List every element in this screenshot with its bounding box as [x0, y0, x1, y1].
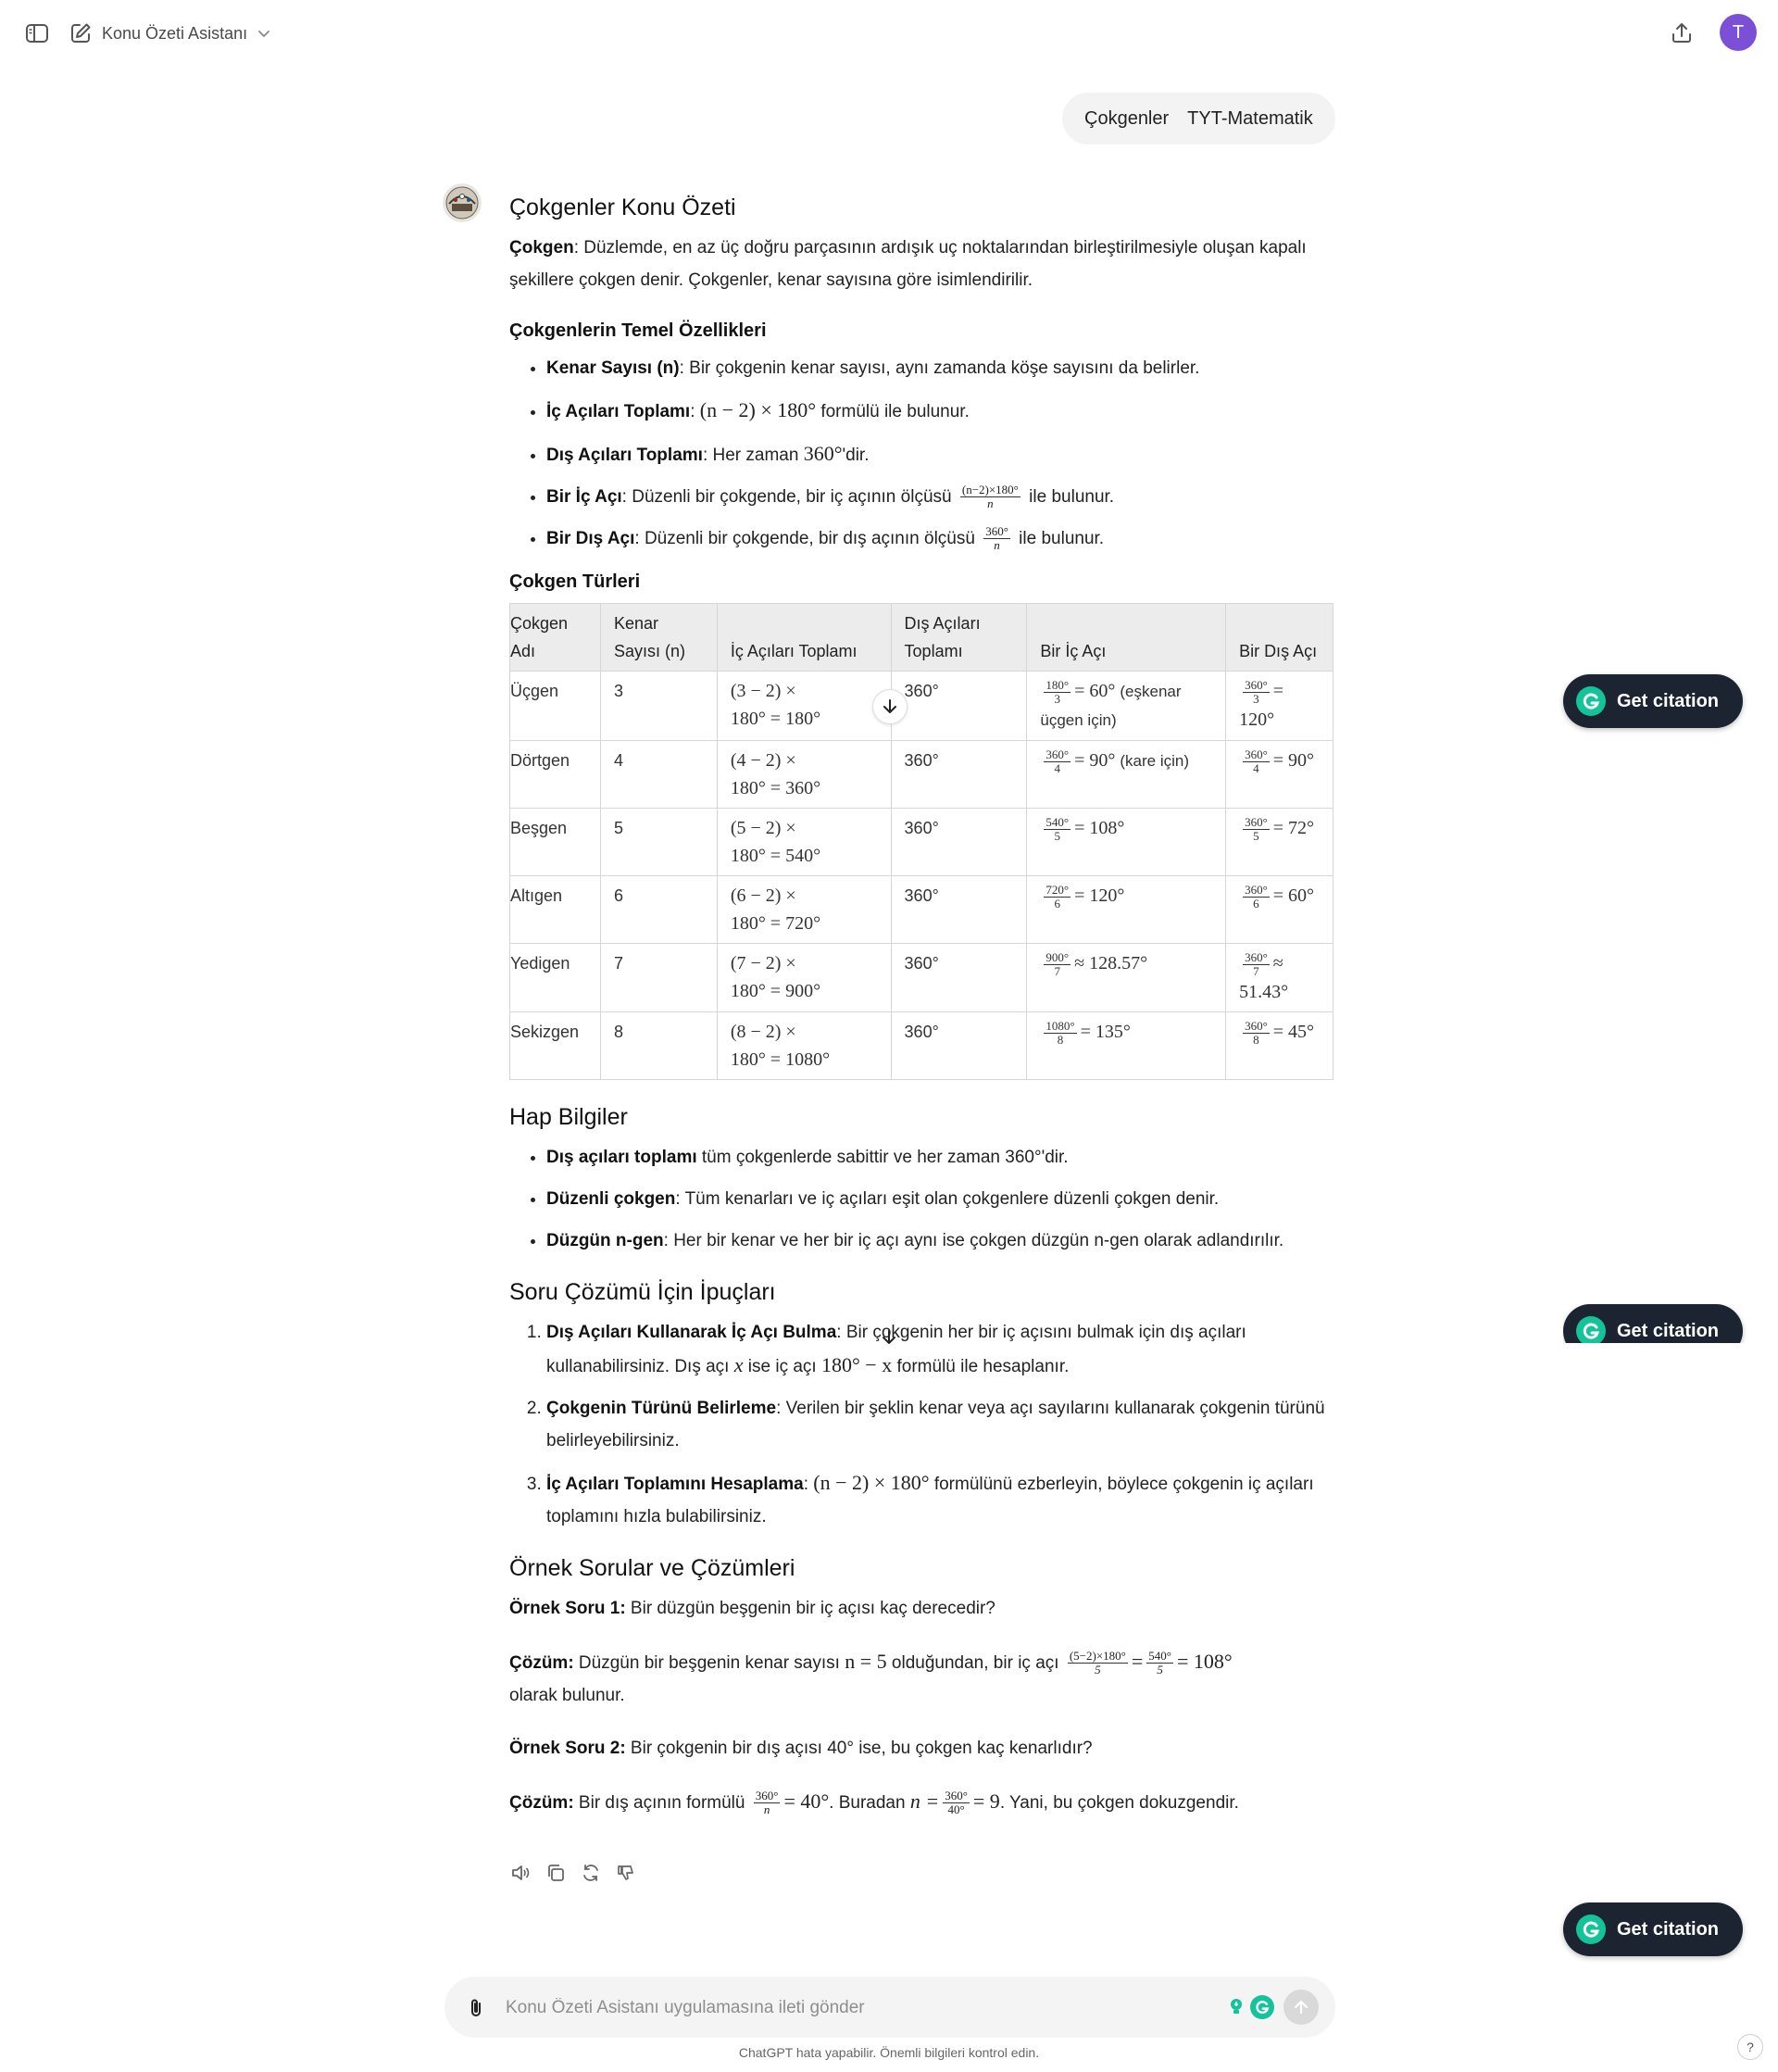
assistant-logo-icon: [443, 183, 482, 222]
exterior-sum: 360°: [891, 1011, 1027, 1079]
exterior-sum: 360°: [891, 876, 1027, 944]
message-input[interactable]: [504, 1990, 1211, 2027]
list-item: • İç Açıları Toplamı: (n − 2) × 180° formülü ile bulunur.: [546, 394, 1334, 428]
tips-heading: Soru Çözümü İçin İpuçları: [509, 1278, 776, 1305]
interior-angle: $\frac{360^\circ}{4}$ = 90° (kare için): [1027, 741, 1226, 809]
polygon-name: Üçgen: [510, 672, 601, 741]
arrow-down-icon: [882, 698, 898, 715]
side-count: 4: [600, 741, 717, 809]
exterior-sum: 360°: [891, 944, 1027, 1012]
send-button[interactable]: [1283, 1990, 1319, 2025]
list-item: 2. Çokgenin Türünü Belirleme: Verilen bir şeklin kenar veya açı sayılarını kullanarak çokgenin türünü belirleyebilirsiniz.: [546, 1392, 1334, 1457]
arrow-down-icon: [881, 1329, 897, 1346]
exterior-angle: $\frac{360^\circ}{5}$ = 72°: [1226, 809, 1334, 876]
message-actions: [509, 1862, 637, 1884]
regenerate-button[interactable]: [580, 1862, 602, 1884]
disclaimer: ChatGPT hata yapabilir. Önemli bilgileri kontrol edin.: [738, 2045, 1040, 2060]
example-question: Örnek Soru 1: Bir düzgün beşgenin bir iç açısı kaç derecedir?: [509, 1598, 995, 1618]
grammarly-icon: [1254, 1999, 1271, 2015]
table-header: Bir İç Açı: [1027, 604, 1226, 672]
examples-heading: Örnek Sorular ve Çözümleri: [509, 1554, 795, 1581]
hap-list: [509, 1141, 1334, 1257]
grammarly-icon: [1576, 686, 1606, 716]
get-citation-clip: [1563, 1304, 1748, 1343]
side-count: 6: [600, 876, 717, 944]
speaker-icon: [510, 1863, 531, 1883]
user-tag: Çokgenler: [1084, 107, 1170, 129]
table-header: Kenar Sayısı (n): [600, 604, 717, 672]
copy-icon: [545, 1863, 566, 1883]
list-item: • Bir İç Açı: Düzenli bir çokgende, bir iç açının ölçüsü $\frac{(n-2)\times 180^\circ}{n}$ ile bulunur.: [546, 481, 1334, 513]
user-message-bubble: [1062, 93, 1335, 144]
user-avatar[interactable]: T: [1720, 14, 1757, 51]
exterior-angle: $\frac{360^\circ}{6}$ = 60°: [1226, 876, 1334, 944]
help-button[interactable]: ?: [1737, 2034, 1763, 2060]
assistant-message: [509, 185, 1334, 1830]
sidebar-icon: [25, 21, 49, 45]
interior-angle: $\frac{900^\circ}{7}$ ≈ 128.57°: [1027, 944, 1226, 1012]
table-header: İç Açıları Toplamı: [717, 604, 891, 672]
answer-title: Çokgenler Konu Özeti: [509, 195, 736, 220]
read-aloud-button[interactable]: [509, 1862, 532, 1884]
interior-angle: $\frac{540^\circ}{5}$ = 108°: [1027, 809, 1226, 876]
properties-heading: Çokgenlerin Temel Özellikleri: [509, 320, 767, 341]
gpt-title-menu[interactable]: [69, 15, 271, 52]
polygon-name: Altıgen: [510, 876, 601, 944]
scroll-down-button[interactable]: [872, 1321, 906, 1354]
interior-sum: (4 − 2) × 180° = 360°: [717, 741, 891, 809]
scroll-down-button[interactable]: [872, 689, 908, 724]
attach-button[interactable]: [463, 1995, 489, 2021]
polygon-name: Dörtgen: [510, 741, 601, 809]
refresh-icon: [581, 1863, 601, 1883]
exterior-sum: 360°: [891, 741, 1027, 809]
table-row: [510, 741, 1334, 809]
table-row: [510, 876, 1334, 944]
get-citation-button[interactable]: [1563, 1902, 1743, 1956]
top-bar: [0, 0, 1778, 67]
share-icon: [1670, 21, 1694, 45]
table-row: [510, 944, 1334, 1012]
list-item: 3. İç Açıları Toplamını Hesaplama: (n − 2) × 180° formülünü ezberleyin, böylece çokgenin iç açıları toplamını hızla bulabilirsiniz.: [546, 1466, 1334, 1533]
arrow-up-icon: [1292, 1998, 1310, 2016]
side-count: 3: [600, 672, 717, 741]
bulb-icon: [1224, 1995, 1248, 2019]
thumbs-down-button[interactable]: [615, 1862, 637, 1884]
grammarly-icon: [1576, 1915, 1606, 1944]
user-tag: TYT-Matematik: [1187, 107, 1313, 129]
table-row: [510, 1011, 1334, 1079]
table-row: [510, 809, 1334, 876]
table-row: [510, 672, 1334, 741]
table-header: Bir Dış Açı: [1226, 604, 1334, 672]
assistant-avatar: [443, 183, 482, 222]
exterior-angle: $\frac{360^\circ}{7}$ ≈ 51.43°: [1226, 944, 1334, 1012]
interior-sum: (6 − 2) × 180° = 720°: [717, 876, 891, 944]
paperclip-icon: [465, 1997, 487, 2019]
list-item: 1. Dış Açıları Kullanarak İç Açı Bulma: Bir çokgenin her bir iç açısını bulmak için dış açıları kullanabilirsiniz. Dış açı x ise iç açı 180° − x formülü ile hesaplanır.: [546, 1316, 1334, 1383]
list-item: • Bir Dış Açı: Düzenli bir çokgende, bir dış açının ölçüsü $\frac{360^\circ}{n}$ ile bulunur.: [546, 522, 1334, 555]
get-citation-label: Get citation: [1617, 690, 1720, 711]
hap-heading: Hap Bilgiler: [509, 1103, 628, 1130]
intro-paragraph: Çokgen: Düzlemde, en az üç doğru parçasının ardışık uç noktalarından birleştirilmesiyle oluşan kapalı şekillere çokgen denir. Çokgenler, kenar sayısına göre isimlendirilir.: [509, 238, 1307, 290]
list-item: • Kenar Sayısı (n): Bir çokgenin kenar sayısı, aynı zamanda köşe sayısını da belirler.: [546, 352, 1334, 384]
exterior-angle: $\frac{360^\circ}{4}$ = 90°: [1226, 741, 1334, 809]
new-chat-icon: [69, 21, 93, 45]
exterior-sum: 360°: [891, 672, 1027, 741]
interior-angle: $\frac{180^\circ}{3}$ = 60° (eşkenar üçgen için): [1027, 672, 1226, 741]
get-citation-button[interactable]: [1563, 674, 1743, 728]
types-heading: Çokgen Türleri: [509, 571, 641, 592]
share-button[interactable]: [1663, 15, 1700, 52]
polygon-table: [509, 603, 1334, 1080]
side-count: 5: [600, 809, 717, 876]
gpt-title: Konu Özeti Asistanı: [102, 23, 248, 43]
exterior-angle: $\frac{360^\circ}{3}$ = 120°: [1226, 672, 1334, 741]
example-solution: Çözüm: Düzgün bir beşgenin kenar sayısı n = 5 olduğundan, bir iç açı $\frac{(5-2)\times 180^\circ}{5}$ = $\frac{540^\circ}{5}$ = 108° olarak bulunur.: [509, 1649, 1233, 1705]
message-composer: [444, 1977, 1335, 2038]
tips-list: [509, 1316, 1334, 1533]
side-count: 7: [600, 944, 717, 1012]
properties-list: [509, 352, 1334, 555]
polygon-name: Yedigen: [510, 944, 601, 1012]
list-item: • Düzgün n-gen: Her bir kenar ve her bir iç açı aynı ise çokgen düzgün n-gen olarak adlandırılır.: [546, 1224, 1334, 1257]
interior-sum: (7 − 2) × 180° = 900°: [717, 944, 891, 1012]
polygon-name: Sekizgen: [510, 1011, 601, 1079]
table-header-row: [510, 604, 1334, 672]
interior-angle: $\frac{720^\circ}{6}$ = 120°: [1027, 876, 1226, 944]
table-header: Çokgen Adı: [510, 604, 601, 672]
exterior-sum: 360°: [891, 809, 1027, 876]
thumbs-down-icon: [616, 1863, 636, 1883]
list-item: • Dış Açıları Toplamı: Her zaman 360°'dir.: [546, 437, 1334, 471]
interior-sum: (5 − 2) × 180° = 540°: [717, 809, 891, 876]
get-citation-button[interactable]: [1563, 1304, 1743, 1343]
grammarly-icon: [1576, 1316, 1606, 1343]
get-citation-label: Get citation: [1617, 1320, 1720, 1341]
grammarly-assist-button[interactable]: [1224, 1995, 1248, 2019]
sidebar-toggle-button[interactable]: [19, 15, 56, 52]
example-question: Örnek Soru 2: Bir çokgenin bir dış açısı 40° ise, bu çokgen kaç kenarlıdır?: [509, 1738, 1093, 1758]
copy-button[interactable]: [545, 1862, 567, 1884]
grammarly-button[interactable]: [1250, 1995, 1274, 2019]
interior-sum: (3 − 2) × 180° = 180°: [717, 672, 891, 741]
table-header: Dış Açıları Toplamı: [891, 604, 1027, 672]
polygon-name: Beşgen: [510, 809, 601, 876]
chevron-down-icon: [257, 26, 271, 41]
example-solution: Çözüm: Bir dış açının formülü $\frac{360^\circ}{n}$ = 40°. Buradan n = $\frac{360^\circ}{40^\circ}$ = 9. Yani, bu çokgen dokuzgendir.: [509, 1789, 1239, 1817]
side-count: 8: [600, 1011, 717, 1079]
list-item: • Dış açıları toplamı tüm çokgenlerde sabittir ve her zaman 360°'dir.: [546, 1141, 1334, 1174]
get-citation-label: Get citation: [1617, 1918, 1720, 1940]
interior-angle: $\frac{1080^\circ}{8}$ = 135°: [1027, 1011, 1226, 1079]
interior-sum: (8 − 2) × 180° = 1080°: [717, 1011, 891, 1079]
list-item: • Düzenli çokgen: Tüm kenarları ve iç açıları eşit olan çokgenlere düzenli çokgen denir.: [546, 1183, 1334, 1215]
exterior-angle: $\frac{360^\circ}{8}$ = 45°: [1226, 1011, 1334, 1079]
